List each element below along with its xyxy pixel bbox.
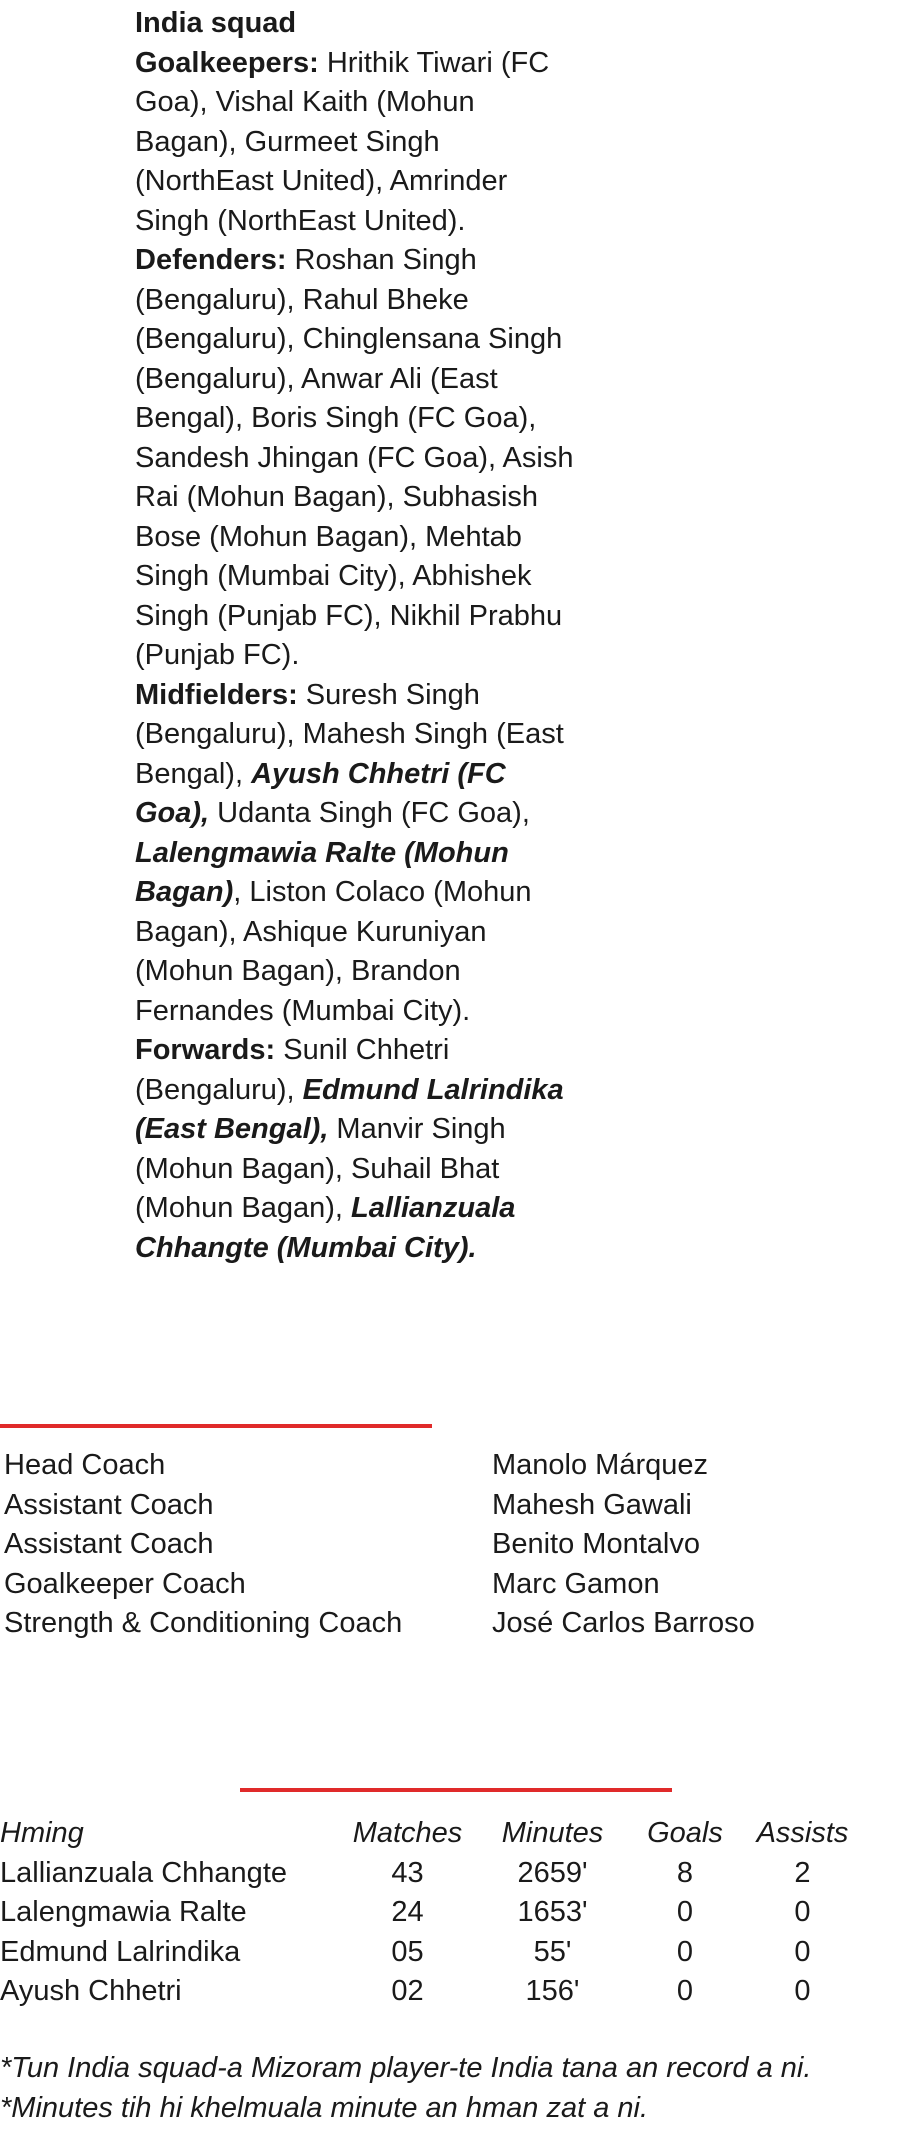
matches-cell: 05 — [391, 1935, 424, 1968]
header-matches: Matches — [352, 1817, 463, 1849]
goals-cell: 0 — [676, 1935, 694, 1968]
squad-group — [135, 241, 575, 676]
staff-row — [4, 1486, 904, 1526]
player-list-text: Hrithik Tiwari (FC Goa), Vishal Kaith (Mohun Bagan), Gurmeet Singh (NorthEast United), Amrinder Singh (NorthEast United). — [135, 46, 550, 237]
squad-groups — [135, 44, 575, 1269]
squad-group — [135, 676, 575, 1032]
position-label: Goalkeepers: — [135, 46, 319, 79]
assists-cell: 0 — [794, 1935, 811, 1968]
section-divider-staff — [0, 1424, 432, 1428]
table-row — [0, 1933, 865, 1973]
player-list-text: Udanta Singh (FC Goa), — [209, 797, 530, 829]
player-stats-table — [0, 1814, 865, 2012]
staff-name: Manolo Márquez — [492, 1449, 708, 1481]
table-row — [0, 1972, 865, 2012]
staff-name: José Carlos Barroso — [492, 1607, 755, 1639]
section-divider-stats — [240, 1788, 672, 1792]
staff-row — [4, 1604, 904, 1644]
squad-group — [135, 44, 575, 242]
staff-name: Marc Gamon — [492, 1567, 660, 1600]
matches-cell: 43 — [391, 1856, 424, 1889]
staff-name: Mahesh Gawali — [492, 1488, 692, 1521]
goals-cell: 0 — [676, 1975, 694, 2007]
footnotes — [0, 2049, 915, 2128]
matches-cell: 24 — [391, 1896, 424, 1928]
player-name: Lalengmawia Ralte — [0, 1896, 247, 1928]
header-name: Hming — [0, 1817, 84, 1849]
squad-group — [135, 1031, 575, 1268]
squad-title: India squad — [135, 7, 297, 39]
assists-cell: 2 — [794, 1856, 811, 1889]
footnote: *Minutes tih hi khelmuala minute an hman zat a ni. — [0, 2091, 649, 2124]
player-name: Lallianzuala Chhangte — [0, 1856, 287, 1889]
table-row — [0, 1893, 865, 1933]
player-name: Ayush Chhetri — [0, 1975, 182, 2007]
minutes-cell: 156' — [525, 1975, 580, 2007]
goals-cell: 0 — [676, 1896, 694, 1928]
coaching-staff-list — [4, 1446, 904, 1644]
highlighted-player: Ayush Chhetri (FC Goa), — [135, 757, 506, 829]
staff-role: Goalkeeper Coach — [4, 1567, 246, 1600]
footnote: *Tun India squad-a Mizoram player-te India tana an record a ni. — [0, 2052, 812, 2084]
header-goals: Goals — [647, 1817, 723, 1849]
table-row — [0, 1854, 865, 1894]
assists-cell: 0 — [794, 1896, 811, 1928]
staff-role: Assistant Coach — [4, 1528, 214, 1560]
stats-header-row — [0, 1814, 865, 1854]
squad-list — [135, 4, 575, 1268]
highlighted-player: Edmund Lalrindika (East Bengal), — [135, 1073, 564, 1145]
player-list-text: Sunil Chhetri (Bengaluru), — [135, 1034, 450, 1106]
highlighted-player: Lalengmawia Ralte (Mohun Bagan) — [135, 836, 509, 908]
header-minutes: Minutes — [501, 1817, 604, 1849]
staff-row — [4, 1446, 904, 1486]
staff-role: Strength & Conditioning Coach — [4, 1607, 403, 1639]
player-list-text: , Liston Colaco (Mohun Bagan), Ashique Kuruniyan (Mohun Bagan), Brandon Fernandes (Mumbai City). — [135, 876, 532, 1027]
staff-role: Head Coach — [4, 1449, 166, 1481]
minutes-cell: 1653' — [517, 1896, 588, 1928]
minutes-cell: 55' — [533, 1935, 572, 1968]
position-label: Defenders: — [135, 244, 287, 276]
player-name: Edmund Lalrindika — [0, 1935, 241, 1968]
matches-cell: 02 — [391, 1975, 424, 2007]
header-assists: Assists — [756, 1817, 849, 1849]
player-list-text: Roshan Singh (Bengaluru), Rahul Bheke (Bengaluru), Chinglensana Singh (Bengaluru), Anwar Ali (East Bengal), Boris Singh (FC Goa), Sandesh Jhingan (FC Goa), Asish Rai (Mohun Bagan), Subhasish Bose (Mohun Bagan), Mehtab Singh (Mumbai City), Abhishek Singh (Punjab FC), Nikhil Prabhu (Punjab FC). — [135, 244, 574, 671]
minutes-cell: 2659' — [517, 1856, 588, 1889]
goals-cell: 8 — [676, 1856, 694, 1889]
assists-cell: 0 — [794, 1975, 811, 2007]
player-list-text: Manvir Singh (Mohun Bagan), Suhail Bhat (Mohun Bagan), — [135, 1113, 506, 1224]
staff-row — [4, 1525, 904, 1565]
position-label: Forwards: — [135, 1034, 276, 1066]
staff-role: Assistant Coach — [4, 1488, 214, 1521]
staff-name: Benito Montalvo — [492, 1528, 700, 1560]
staff-row — [4, 1565, 904, 1605]
highlighted-player: Lallianzuala Chhangte (Mumbai City). — [135, 1192, 516, 1264]
position-label: Midfielders: — [135, 678, 298, 711]
player-list-text: Suresh Singh (Bengaluru), Mahesh Singh (East Bengal), — [135, 678, 564, 790]
